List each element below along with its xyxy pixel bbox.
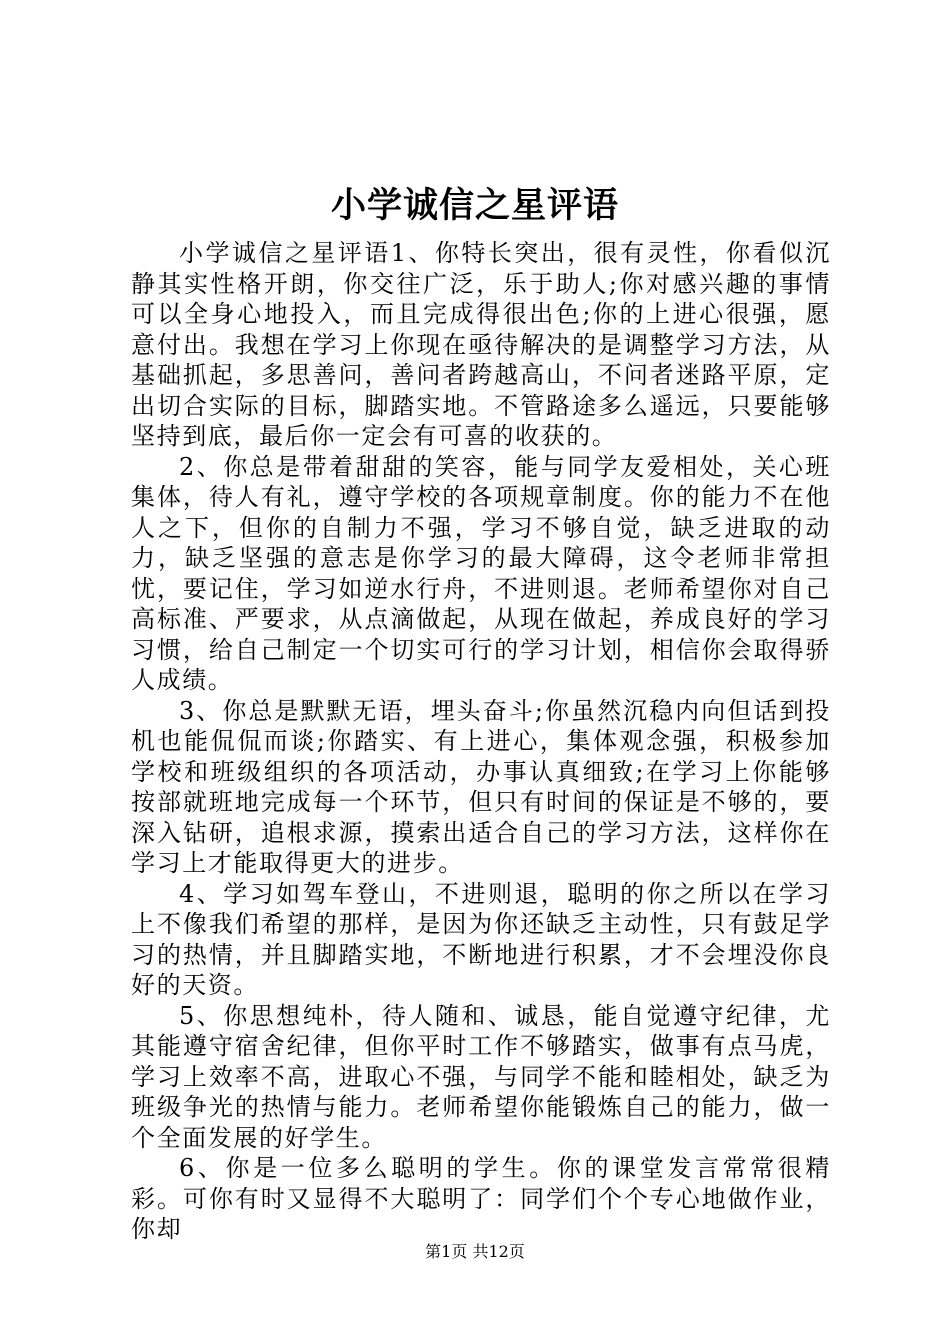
paragraph-1: 小学诚信之星评语1、你特长突出，很有灵性，你看似沉静其实性格开朗，你交往广泛，乐于助人;你对感兴趣的事情可以全身心地投入，而且完成得很出色;你的上进心很强，愿意付出。我想在学习上你现在亟待解决的是调整学习方法，从基础抓起，多思善问，善问者跨越高山，不问者迷路平原，定出切合实际的目标，脚踏实地。不管路途多么遥远，只要能够坚持到底，最后你一定会有可喜的收获的。	[131, 239, 831, 450]
paragraph-4: 4、学习如驾车登山，不进则退，聪明的你之所以在学习上不像我们希望的那样，是因为你还缺乏主动性，只有鼓足学习的热情，并且脚踏实地，不断地进行积累，才不会埋没你良好的天资。	[131, 879, 831, 999]
paragraph-6: 6、你是一位多么聪明的学生。你的课堂发言常常很精彩。可你有时又显得不大聪明了：同学们个个专心地做作业，你却	[131, 1154, 831, 1243]
page-footer: 第1页 共12页	[425, 1242, 525, 1261]
paragraph-2: 2、你总是带着甜甜的笑容，能与同学友爱相处，关心班集体，待人有礼，遵守学校的各项规章制度。你的能力不在他人之下，但你的自制力不强，学习不够自觉，缺乏进取的动力，缺乏坚强的意志是你学习的最大障碍，这令老师非常担忧，要记住，学习如逆水行舟，不进则退。老师希望你对自己高标准、严要求，从点滴做起，从现在做起，养成良好的学习习惯，给自己制定一个切实可行的学习计划，相信你会取得骄人成绩。	[131, 452, 831, 694]
document-body	[131, 238, 831, 1245]
paragraph-5: 5、你思想纯朴，待人随和、诚恳，能自觉遵守纪律，尤其能遵守宿舍纪律，但你平时工作不够踏实，做事有点马虎，学习上效率不高，进取心不强，与同学不能和睦相处，缺乏为班级争光的热情与能力。老师希望你能锻炼自己的能力，做一个全面发展的好学生。	[131, 1001, 831, 1152]
paragraph-3: 3、你总是默默无语，埋头奋斗;你虽然沉稳内向但话到投机也能侃侃而谈;你踏实、有上进心，集体观念强，积极参加学校和班级组织的各项活动，办事认真细致;在学习上你能够按部就班地完成每一个环节，但只有时间的保证是不够的，要深入钻研，追根求源，摸索出适合自己的学习方法，这样你在学习上才能取得更大的进步。	[131, 696, 831, 877]
page-title: 小学诚信之星评语	[330, 185, 619, 226]
